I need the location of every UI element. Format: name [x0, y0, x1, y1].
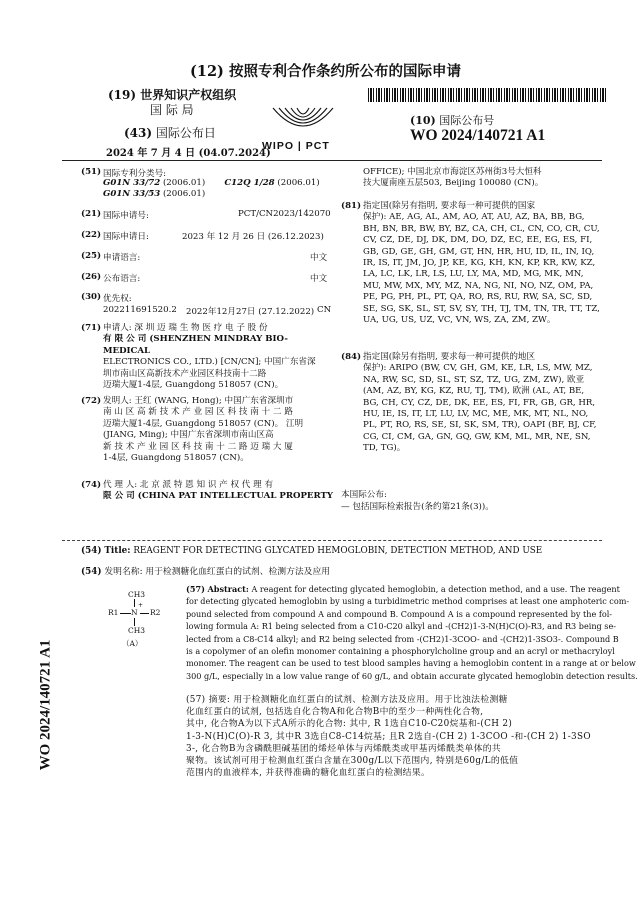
agent-cont-line: OFFICE); 中国北京市海淀区苏州街3号大恒科: [363, 167, 542, 177]
ipc1-date: (2006.01): [162, 178, 206, 188]
f81-line: MU, MW, MX, MY, MZ, NA, NG, NI, NO, NZ, OM, PA,: [363, 280, 594, 291]
f30-label: 优先权:: [103, 294, 132, 304]
chemical-formula: [108, 588, 168, 650]
applicant-line: ELECTRONICS CO., LTD.) [CN/CN]; 中国广东省深: [103, 357, 316, 368]
f84-line: NA, RW, SC, SD, SL, ST, SZ, TZ, UG, ZM, ZW), 欧亚: [363, 374, 585, 385]
inventor-line: 南 山 区 高 新 技 术 产 业 园 区 科 技 南 十 二 路: [103, 407, 293, 418]
f21-code: (21): [81, 209, 102, 219]
agent-continued: [363, 167, 603, 190]
header-divider: [62, 160, 602, 161]
f84-line: 指定国(除另有指明, 要求每一种可提供的地区: [363, 352, 536, 362]
inventor-line: (JIANG, Ming); 中国广东省深圳市南山区高: [103, 430, 274, 441]
f81-line: SE, SG, SK, SL, ST, SV, SY, TH, TJ, TM, TN, TR, TT, TZ,: [363, 303, 600, 314]
published-label: 本国际公布:: [341, 490, 387, 500]
designated-states-regional: [363, 352, 608, 455]
f81-line: PE, PG, PH, PL, PT, QA, RO, RS, RU, RW, SA, SC, SD,: [363, 292, 593, 303]
agent-cont-line: 技大厦南座五层503, Beijing 100080 (CN)。: [363, 178, 544, 189]
abstract-cn-line: 其中, 化合物A为以下式A所示的化合物: 其中, R 1选自C10-C20烷基和-(CH 2): [186, 719, 513, 730]
f30-code: (30): [81, 292, 102, 302]
pub-number: WO 2024/140721 A1: [410, 127, 546, 144]
f22-label: 国际申请日:: [103, 232, 149, 242]
abstract-en-line: for detecting glycated hemoglobin by using a turbidimetric method comprises at least one amphoteric com-: [186, 596, 630, 607]
formula-charge: +: [138, 602, 144, 609]
inventor-line: 发明人: 王红 (WANG, Hong); 中国广东省深圳市: [103, 396, 294, 406]
formula-bond: [140, 613, 149, 614]
section-divider: [62, 540, 602, 541]
agent-line: 限 公 司 (CHINA PAT INTELLECTUAL PROPERTY: [103, 491, 333, 502]
ipc2: C12Q 1/28: [224, 178, 275, 188]
f84-line: CG, CI, CM, GA, GN, GQ, GW, KM, ML, MR, NE, SN,: [363, 431, 591, 442]
pub-no-label-text: 国际公布号: [439, 114, 495, 127]
abstract-en-line: lected from a C8-C14 alkyl; and R2 being selected from -(CH2)1-3COO- and -(CH2)1-3SO3-. Compound B: [186, 633, 619, 644]
f25-value: 中文: [310, 253, 328, 263]
title-en: REAGENT FOR DETECTING GLYCATED HEMOGLOBIN, DETECTION METHOD, AND USE: [133, 546, 543, 556]
inventor-line: 迈瑞大厦1-4层, Guangdong 518057 (CN)。 江明: [103, 418, 304, 429]
f72-code: (72): [81, 396, 102, 406]
abstract-en-line: is a copolymer of an olefin monomer containing a phosphorylcholine group and an acryl or methacryloyl: [186, 646, 615, 657]
abstract-cn-line: 3-, 化合物B为含磷酰胆碱基团的烯烃单体与丙烯酰类或甲基丙烯酰类单体的共: [186, 743, 502, 754]
f26-value: 中文: [310, 274, 328, 284]
abstract-en-line: monomer. The reagent can be used to test blood samples having a hemoglobin content in a range at or below: [186, 658, 636, 669]
abstract-en-line: lowing formula A: R1 being selected from a C10-C20 alkyl and -(CH2)1-3-N(H)C(O)-R3, and R3 being se-: [186, 621, 616, 632]
abstract-cn-line: 化血红蛋白的试剂, 包括选自化合物A和化合物B中的至少一种两性化合物,: [186, 707, 484, 718]
formula-r1: R1: [108, 608, 119, 617]
formula-ch3-bottom: CH3: [128, 626, 146, 635]
formula-bond: [134, 599, 135, 607]
formula-label: （A）: [122, 639, 143, 648]
applicant-block: [103, 323, 331, 391]
side-publication-number: [36, 540, 56, 870]
header-title: (12) 按照专利合作条约所公布的国际申请: [190, 63, 461, 80]
title-cn-label: 发明名称:: [104, 567, 143, 577]
title-en-code: (54): [81, 546, 102, 556]
abstract-en-line: A reagent for detecting glycated hemoglobin, a detection method, and a use. The reagent: [248, 584, 620, 594]
f84-line: PL, PT, RO, RS, SE, SI, SK, SM, TR), OAPI (BF, BJ, CF,: [363, 420, 597, 431]
formula-n: N: [131, 608, 138, 617]
title-en-row: [81, 546, 542, 556]
abstract-cn-line: (57) 摘要: 用于检测糖化血红蛋白的试剂、检测方法及应用。用于比浊法检测糖: [186, 695, 508, 705]
f51-label: 国际专利分类号:: [103, 169, 167, 179]
f84-line: HU, IE, IS, IT, LT, LU, LV, MC, ME, MK, MT, NL, NO,: [363, 409, 589, 420]
pub-no-label: [410, 112, 494, 128]
formula-ch3-top: CH3: [128, 590, 146, 599]
ipc3-date: (2006.01): [162, 189, 206, 199]
title-cn: 用于检测糖化血红蛋白的试剂、检测方法及应用: [145, 567, 331, 577]
pub-date-label-text: 国际公布日: [155, 126, 216, 140]
org-code: (19): [108, 88, 137, 102]
bureau: 国 际 局: [150, 103, 194, 117]
side-text: WO 2024/140721 A1: [37, 639, 54, 771]
f81-line: CV, CZ, DE, DJ, DK, DM, DO, DZ, EC, EE, EG, ES, FI,: [363, 235, 593, 246]
abstract-cn-line: 1-3-N(H)C(O)-R 3, 其中R 3选自C8-C14烷基; 且R 2选自-(CH 2) 1-3COO -和-(CH 2) 1-3SO: [186, 731, 591, 742]
formula-bond: [134, 618, 135, 626]
f84-code: (84): [341, 352, 362, 362]
f51-code: (51): [81, 167, 102, 177]
agent-line: 代 理 人: 北 京 派 特 恩 知 识 产 权 代 理 有: [103, 480, 274, 490]
abstract-en-line: pound selected from compound A and compound B. Compound A is a compound represented by the fol-: [186, 608, 613, 619]
f30-country: CN: [317, 305, 332, 315]
designated-states-national: [363, 201, 608, 326]
pub-date-label: [124, 124, 216, 141]
abstract-en: [186, 583, 638, 682]
f81-line: LA, LC, LK, LR, LS, LU, LY, MA, MD, MG, MK, MN,: [363, 269, 584, 280]
f22-code: (22): [81, 230, 102, 240]
f26-code: (26): [81, 272, 102, 282]
pub-no-code: (10): [410, 114, 436, 127]
f81-line: GB, GD, GE, GH, GM, GT, HN, HR, HU, ID, IL, IN, IQ,: [363, 246, 595, 257]
title-cn-code: (54): [81, 567, 102, 577]
f25-code: (25): [81, 251, 102, 261]
pub-date-code: (43): [124, 126, 153, 140]
inventor-line: 1-4层, Guangdong 518057 (CN)。: [103, 453, 249, 464]
wipo-pct-text: WIPO | PCT: [262, 140, 330, 152]
inventor-block: [103, 396, 331, 464]
f81-line: BH, BN, BR, BW, BY, BZ, CA, CH, CL, CN, CO, CR, CU,: [363, 223, 600, 234]
f84-line: 保护): ARIPO (BW, CV, GH, GM, KE, LR, LS, MW, MZ,: [363, 363, 593, 374]
f81-line: UA, UG, US, UZ, VC, VN, WS, ZA, ZM, ZW。: [363, 315, 556, 326]
ipc3: G01N 33/53: [103, 189, 161, 199]
ipc-line-2: [103, 189, 205, 200]
f81-line: 保护): AE, AG, AL, AM, AO, AT, AU, AZ, BA, BB, BG,: [363, 212, 585, 223]
barcode: [368, 88, 606, 102]
formula-bond: [120, 613, 131, 614]
f81-line: 指定国(除另有指明, 要求每一种可提供的国家: [363, 201, 536, 211]
applicant-line: 圳市南山区高新技术产业园区科技南十二路: [103, 368, 267, 379]
abstract-cn-line: 聚物。该试剂可用于检测血红蛋白含量在300g/L以下范围内, 特别是60g/L的低值: [186, 756, 519, 767]
agent-block: [103, 480, 335, 503]
f84-line: TD, TG)。: [363, 443, 406, 454]
f30-number: 202211691520.2: [103, 305, 177, 315]
ipc-line-1: [103, 178, 320, 189]
f74-code: (74): [81, 480, 102, 490]
abstract-cn: [186, 694, 606, 779]
f71-code: (71): [81, 323, 102, 333]
org-name-text: 世界知识产权组织: [140, 88, 237, 102]
applicant-line: 有 限 公 司 (SHENZHEN MINDRAY BIO-MEDICAL: [103, 334, 288, 356]
f26-label: 公布语言:: [103, 274, 141, 284]
f25-label: 申请语言:: [103, 253, 141, 263]
abstract-cn-line: 范围内的血液样本, 并获得准确的糖化血红蛋白的检测结果。: [186, 768, 431, 779]
f21-value: PCT/CN2023/142070: [238, 209, 331, 219]
pub-date: 2024 年 7 月 4 日 (04.07.2024): [106, 148, 271, 159]
title-en-label: Title:: [104, 546, 131, 556]
f84-line: BG, CH, CY, CZ, DE, DK, EE, ES, FI, FR, GB, GR, HR,: [363, 397, 596, 408]
abstract-en-code: (57): [186, 584, 205, 594]
inventor-line: 新 技 术 产 业 园 区 科 技 南 十 二 路 迈 瑞 大 厦: [103, 441, 293, 452]
formula-r2: R2: [150, 608, 161, 617]
abstract-en-label: Abstract:: [207, 584, 249, 594]
f81-line: IR, IS, IT, JM, JO, JP, KE, KG, KH, KN, KP, KR, KW, KZ,: [363, 258, 596, 269]
f21-label: 国际申请号:: [103, 211, 149, 221]
wipo-logo-icon: [268, 104, 338, 140]
f84-line: (AM, AZ, BY, KG, KZ, RU, TJ, TM), 欧洲 (AL, AT, BE,: [363, 386, 585, 397]
published-item: — 包括国际检索报告(条约第21条(3))。: [341, 502, 494, 512]
applicant-line: 申请人: 深 圳 迈 瑞 生 物 医 疗 电 子 股 份: [103, 323, 268, 333]
f30-date: 2022年12月27日 (27.12.2022): [186, 307, 315, 317]
applicant-line: 迈瑞大厦1-4层, Guangdong 518057 (CN)。: [103, 380, 284, 391]
abstract-en-line: 300 g/L, especially in a low value range of 60 g/L, and obtain accurate glycated hemoglobin detection results.: [186, 670, 638, 681]
f22-value: 2023 年 12 月 26 日 (26.12.2023): [182, 232, 324, 242]
f81-code: (81): [341, 201, 362, 211]
ipc2-date: (2006.01): [277, 178, 320, 188]
ipc1: G01N 33/72: [103, 178, 161, 188]
title-cn-row: [81, 564, 330, 577]
